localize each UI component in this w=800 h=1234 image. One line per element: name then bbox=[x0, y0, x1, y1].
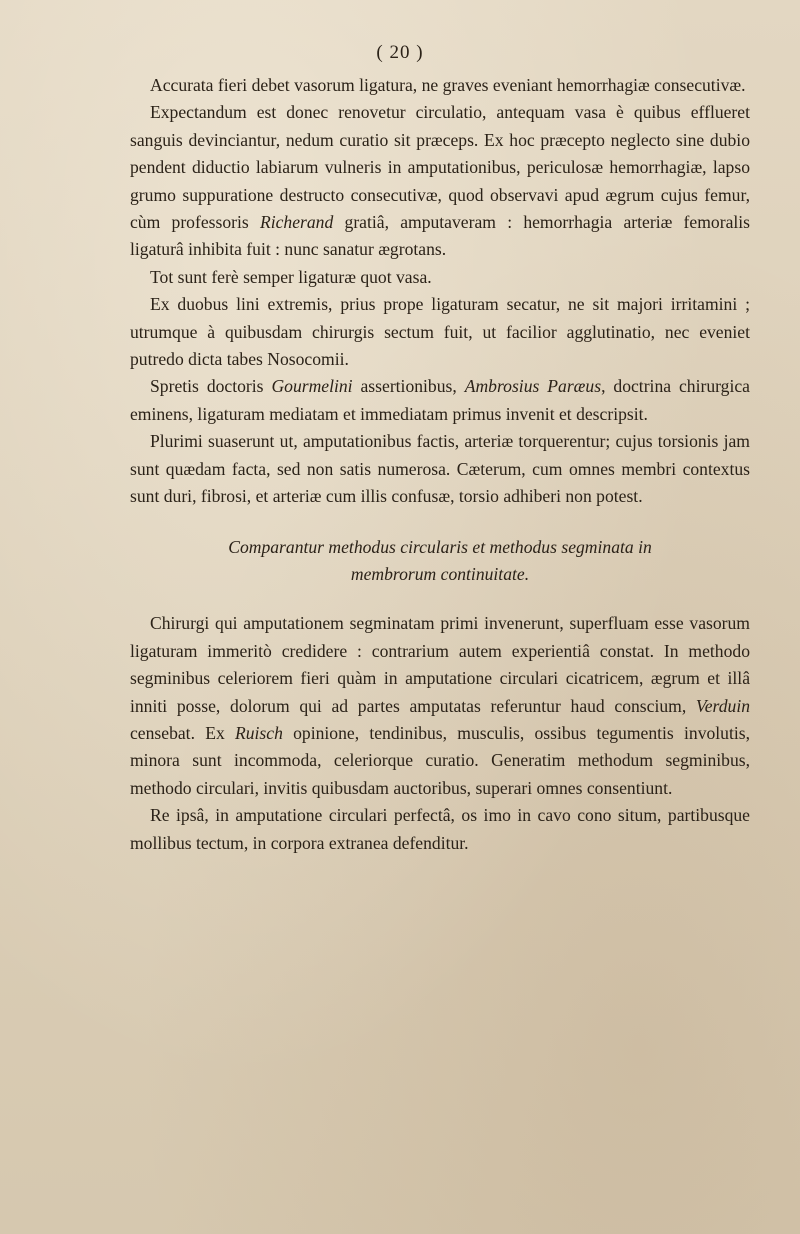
body-text bbox=[130, 72, 750, 857]
paragraph-p5 bbox=[130, 373, 750, 428]
italic-name: Ruisch bbox=[235, 722, 283, 743]
text-run: Tot sunt ferè semper ligaturæ quot vasa. bbox=[150, 266, 432, 287]
text-run: gratiâ, amputaveram : hemorrhagia arteriæ femoralis ligaturâ inhibita fuit : nunc sanatur ægrotans. bbox=[130, 212, 750, 260]
paragraph-p6 bbox=[130, 428, 750, 510]
text-run: Expectandum est donec renovetur circulatio, antequam vasa è quibus efflueret sanguis devinciantur, nedum curatio sit præceps. Ex hoc præcepto neglecto sine dubio pendent diductio labiarum vulneris in amputationibus, periculosæ hemorrhagiæ, lapso grumo suppuratione destructo consecutivæ, quod observavi apud ægrum cujus femur, cùm professoris bbox=[130, 102, 750, 233]
paragraph-group-top bbox=[130, 72, 750, 511]
paragraph-p4 bbox=[130, 291, 750, 373]
page-number: ( 20 ) bbox=[376, 42, 424, 63]
text-run: Re ipsâ, in amputatione circulari perfectâ, os imo in cavo cono situm, partibusque mollibus tectum, in corpora extranea defenditur. bbox=[130, 805, 750, 853]
text-run: Accurata fieri debet vasorum ligatura, ne graves eveniant hemorrhagiæ consecutivæ. bbox=[150, 75, 746, 95]
paragraph-p7 bbox=[130, 610, 750, 802]
paragraph-p2 bbox=[130, 99, 750, 263]
section-heading-line-2: membrorum continuitate. bbox=[350, 563, 530, 584]
text-run: , doctrina chirurgica eminens, ligaturam mediatam et immediatam primus invenit et descripsit. bbox=[130, 376, 750, 424]
text-run: Spretis doctoris bbox=[150, 376, 272, 397]
paragraph-group-bottom bbox=[130, 610, 750, 857]
section-heading bbox=[130, 534, 750, 589]
text-run: Chirurgi qui amputationem segminatam primi invenerunt, superfluam esse vasorum ligaturam immeritò credidere : contrarium autem experientiâ constat. In methodo segminibus celeriorem fieri quàm in amputatione circulari cicatricem, ægrum et illâ inniti posse, dolorum qui ad partes amputatas referuntur haud conscium, bbox=[130, 613, 750, 716]
paragraph-p3 bbox=[130, 264, 750, 291]
text-run: Plurimi suaserunt ut, amputationibus factis, arteriæ torquerentur; cujus torsionis jam sunt quædam facta, sed non satis numerosa. Cæterum, cum omnes membri contextus sunt duri, fibrosi, et arteriæ cum illis confusæ, torsio adhiberi non potest. bbox=[130, 431, 750, 507]
italic-name: Richerand bbox=[259, 212, 334, 233]
paragraph-p1 bbox=[130, 72, 750, 99]
italic-name: Gourmelini bbox=[271, 376, 353, 397]
italic-name: Verduin bbox=[695, 695, 750, 716]
text-run: opinione, tendinibus, musculis, ossibus tegumentis involutis, minora sunt incommoda, celeriorque curatio. Generatim methodum segminibus, methodo circulari, invitis quibusdam auctoribus, superari omnes consentiunt. bbox=[130, 722, 750, 798]
section-heading-line-1: Comparantur methodus circularis et methodus segminata in bbox=[228, 536, 652, 557]
text-run: censebat. Ex bbox=[130, 722, 235, 743]
italic-name: Ambrosius Paræus bbox=[464, 376, 602, 397]
text-run: Ex duobus lini extremis, prius prope ligaturam secatur, ne sit majori irritamini ; utrumque à quibusdam chirurgis sectum fuit, ut facilior agglutinatio, nec eveniet putredo dicta tabes Nosocomii. bbox=[130, 294, 750, 370]
text-run: assertionibus, bbox=[352, 376, 465, 397]
paragraph-p8 bbox=[130, 802, 750, 857]
